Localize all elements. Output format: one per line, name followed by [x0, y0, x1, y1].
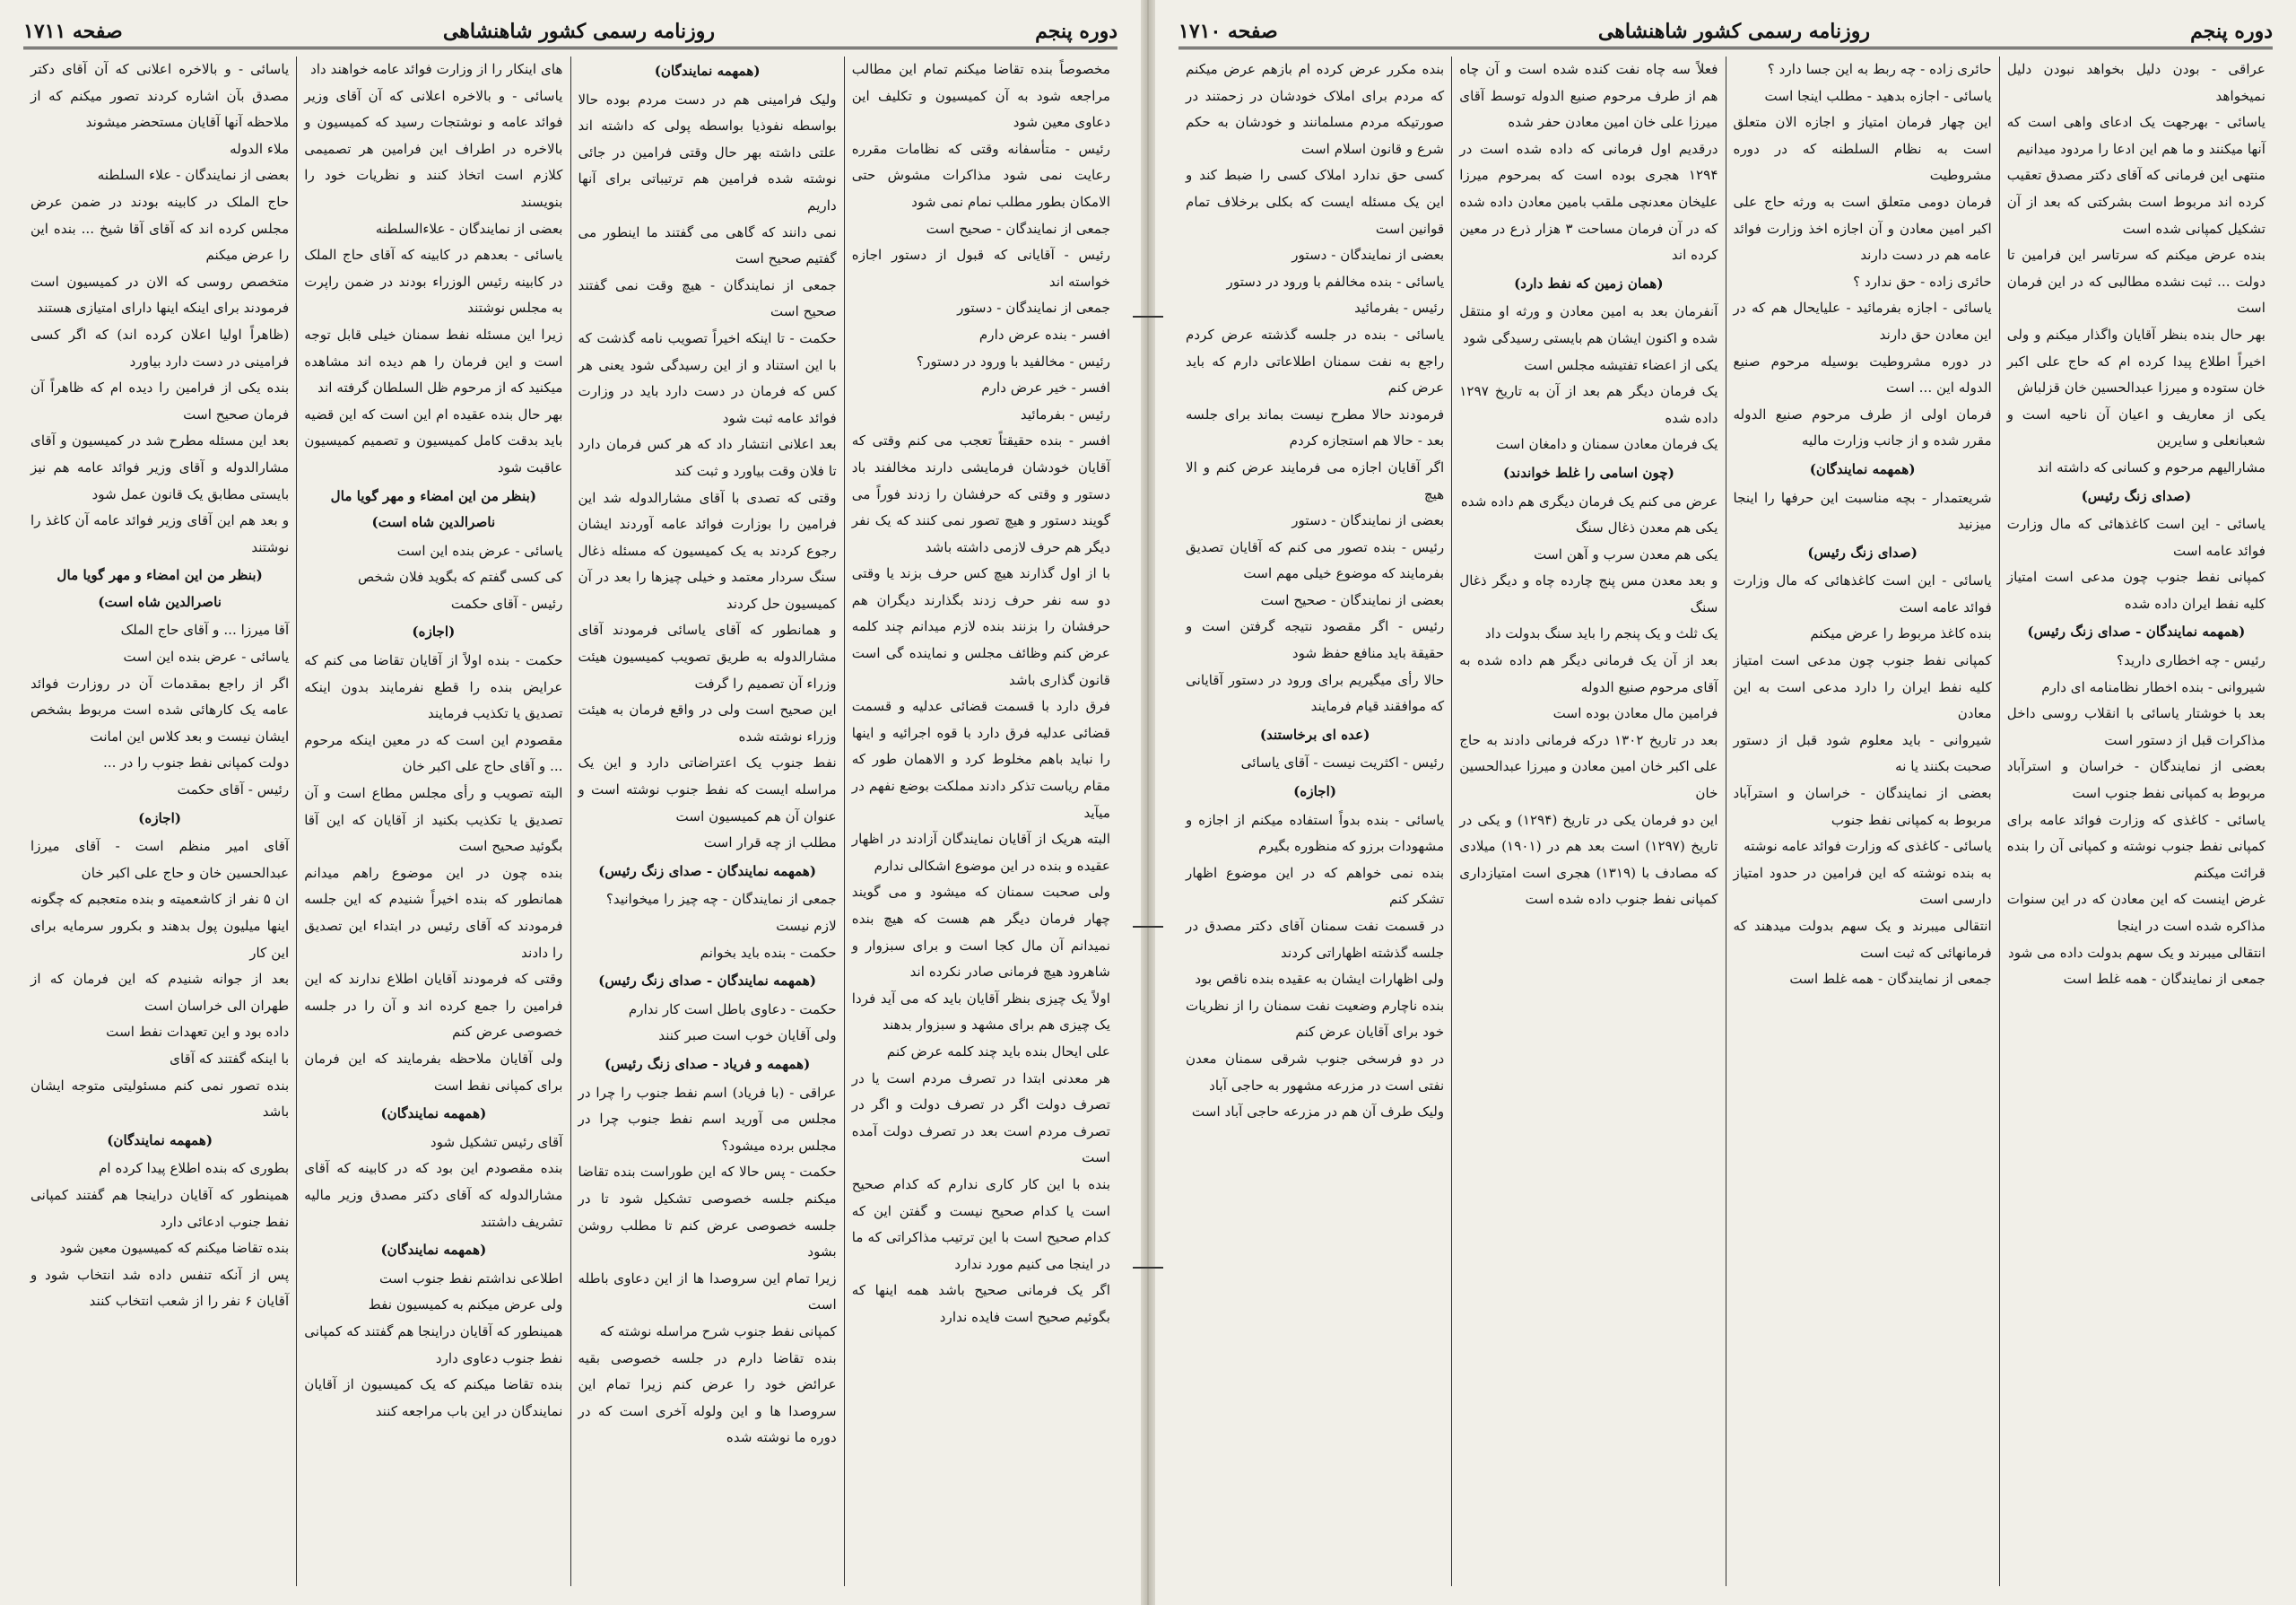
- paragraph: رئیس - بفرمائید: [1020, 406, 1110, 423]
- paragraph: رئیس - آقای حکمت: [450, 595, 563, 612]
- paragraph: جمعی از نمایندگان - هیچ وقت نمی گفتند صحیح است: [578, 276, 837, 320]
- paragraph: (صدای زنگ رئیس): [2081, 487, 2192, 504]
- left-page-header: [23, 16, 1118, 49]
- paragraph: اولاً یک چیزی بنظر آقایان باید که می آید فردا یک چیزی هم برای مشهد و سبزوار بدهند: [851, 990, 1110, 1034]
- paragraph: کی کسی گفتم که بگوید فلان شخص: [357, 569, 563, 586]
- paragraph: بعضی از نمایندگان - خراسان و استرآباد مربوط به کمپانی نفط جنوب: [1733, 785, 1992, 828]
- paragraph: ان ۵ نفر از کاشعمیته و بنده متعجبم که چگونه اینها میلیون پول بدهند و بکرور سرمایه برای این کار: [30, 891, 290, 961]
- paragraph: علی ایحال بنده باید چند کلمه عرض کنم: [886, 1042, 1110, 1060]
- paragraph: بنده ناچارم وضعیت نفت سمنان را از نظریات خود برای آقایان عرض کنم: [1186, 997, 1445, 1041]
- paragraph: بنده مقصودم این بود که در کابینه که آقای مشارالدوله که آقای دکتر مصدق وزیر مالیه تشریف داشتند: [304, 1160, 563, 1230]
- paragraph: حکمت - بنده باید بخوانم: [700, 944, 837, 961]
- paragraph: یاسائی - بنده در جلسه گذشته عرض کردم راجع به نفت سمنان اطلاعاتی دارم که باید عرض کنم: [1186, 326, 1445, 397]
- right-page-columns: [1178, 57, 2273, 1586]
- fold-mark: [1133, 316, 1163, 327]
- paragraph: بنده تصور نمی کنم مسئولیتی متوجه ایشان باشد: [30, 1077, 290, 1121]
- paragraph: اطلاعی نداشتم نفط جنوب است: [378, 1269, 563, 1287]
- paragraph: و همانطور که آقای یاسائی فرمودند آقای مشارالدوله به طریق تصویب کمیسیون هیئت وزراء آن تصمیم را گرفت: [578, 622, 837, 692]
- paragraph: البته هریک از آقایان نمایندگان آزادند در اظهار عقیده و بنده در این موضوع اشکالی ندارم: [851, 831, 1110, 874]
- paragraph: افسر - بنده حقیقتاً تعجب می کنم وقتی که آقایان خودشان فرمایشی دارند مخالفند باد دستور و وقتی که حرفشان را زدند فوراً می گویند دستور و هیچ تصور نمی کنند که یک نفر دیگر هم حرف لازمی داشته باشد: [851, 432, 1110, 555]
- paragraph: آقای رئیس تشکیل شود: [430, 1133, 563, 1150]
- paragraph: نفط جنوب یک اعتراضاتی دارد و این یک مراسله ایست که نفط جنوب نوشته است و عنوان آن هم کمیسیون است: [578, 755, 837, 824]
- paragraph: (ظاهراً اولیا اعلان کرده اند) که اگر کسی فرامینی در دست دارد بیاورد: [30, 326, 290, 370]
- paragraph: ملاء الدوله: [230, 140, 290, 157]
- paragraph: یاسائی - اجازه بفرمائید - علیایحال هم که در این معادن حق دارند: [1733, 300, 1992, 343]
- paragraph: ولیک طرف آن هم در مزرعه حاجی آباد است: [1191, 1103, 1445, 1121]
- paragraph: یکی از اعضاء تفتیشه مجلس است: [1524, 356, 1718, 373]
- paragraph: حکمت - پس حالا که این طوراست بنده تقاضا میکنم جلسه خصوصی تشکیل شود تا در جلسه خصوصی عرض کنم تا مطلب روشن بشود: [578, 1164, 837, 1260]
- right-column-4: [1178, 57, 1452, 1586]
- paragraph: (همهمه نمایندگان): [107, 1131, 213, 1148]
- paragraph: انتقالی میبرند و یک سهم بدولت داده می شود: [2007, 944, 2266, 961]
- paragraph: جمعی از نمایندگان - همه غلط است: [2063, 971, 2266, 988]
- paragraph: رئیس - بنده تصور می کنم که آقایان تصدیق بفرمایند که موضوع خیلی مهم است: [1186, 538, 1445, 582]
- paragraph: در قسمت نفت سمنان آقای دکتر مصدق در جلسه گذشته اظهاراتی کردند: [1186, 918, 1445, 961]
- paragraph: شیروانی - بنده اخطار نظامنامه ای دارم: [2041, 678, 2266, 695]
- paragraph: بعضی از نمایندگان - دستور: [1292, 512, 1445, 529]
- paragraph: یکی هم معدن سرب و آهن است: [1534, 545, 1718, 563]
- left-column-3: [297, 57, 570, 1586]
- paragraph: داده بود و این تعهدات نفط است: [106, 1024, 290, 1041]
- paragraph: یاسائی - کاغذی که وزارت فوائد عامه نوشته: [1744, 838, 1992, 855]
- paragraph: عراقی - بودن دلیل بخواهد نبودن دلیل نمیخواهد: [2006, 61, 2266, 104]
- paragraph: (همهمه نمایندگان - صدای زنگ رئیس): [598, 973, 817, 990]
- paragraph: (عده ای برخاستند): [1259, 726, 1370, 743]
- paragraph: بنده نمی خواهم که در این موضوع اظهار تشکر کنم: [1186, 864, 1445, 908]
- paragraph: بعد از جوانه شنیدم که این فرمان که از طهران الی خراسان است: [30, 971, 290, 1014]
- paragraph: (همهمه نمایندگان): [380, 1242, 487, 1259]
- paragraph: حکمت - بنده اولاً از آقایان تقاضا می کنم که عرایض بنده را قطع نفرمایند بدون اینکه تصدیق یا تکذیب فرمایند: [304, 652, 563, 722]
- paragraph: فرمان دومی متعلق است به ورثه حاج علی اکبر امین معادن و آن اجازه اخذ وزارت فوائد عامه هم در دست دارند: [1733, 193, 1992, 264]
- paragraph: فرمان اولی از طرف مرحوم صنیع الدوله مقرر شده و از جانب وزارت مالیه: [1733, 406, 1992, 449]
- paragraph: بعضی از نمایندگان - علاءالسلطنه: [375, 220, 563, 237]
- paragraph: انتقالی میبرند و یک سهم بدولت میدهند که فرمانهائی که ثبت است: [1733, 918, 1992, 961]
- paragraph: رئیس - چه اخطاری دارید؟: [2117, 652, 2266, 669]
- paragraph: عراقی - (با فریاد) اسم نفط جنوب را چرا در مجلس می آورید اسم نفط جنوب چرا در مجلس برده میشود؟: [578, 1084, 837, 1154]
- paragraph: بطوری که بنده اطلاع پیدا کرده ام: [99, 1160, 290, 1177]
- paragraph: شیروانی - باید معلوم شود قبل از دستور صحبت بکنند یا نه: [1733, 731, 1992, 775]
- paragraph: اگر از راجع بمقدمات آن در روزارت فوائد عامه یک کارهائی شده است مربوط بشخص ایشان نیست و بعد کلاس این امانت: [30, 675, 290, 745]
- paragraph: یاسائی - بعدهم در کابینه که آقای حاج الملک در کابینه رئیس الوزراء بودند در ضمن راپرت به مجلس نوشتند: [304, 247, 563, 317]
- paragraph: رئیس - آقایانی که قبول از دستور اجازه خواسته اند: [851, 247, 1110, 290]
- paragraph: حاج الملک در کابینه بودند در ضمن عرض مجلس کرده اند که آقای آقا شیخ ... بنده این را عرض میکنم: [30, 193, 290, 264]
- paragraph: یاسائی - و بالاخره اعلانی که آن آقای دکتر مصدق بآن اشاره کردند تصور میکنم که از ملاحظه آنها آقایان مستحضر میشوند: [30, 61, 290, 131]
- paragraph: بعضی از نمایندگان - صحیح است: [1260, 591, 1445, 608]
- paragraph: بنده تقاضا میکنم که کمیسیون معین شود: [59, 1240, 290, 1257]
- paragraph: بعد با خوشتار یاسائی با انقلاب روسی داخل مذاکرات قبل از دستور است: [2006, 705, 2266, 748]
- paragraph: رئیس - اگر مقصود نتیجه گرفتن است و حقیقة باید منافع حفظ شود: [1186, 618, 1445, 662]
- paragraph: ولی عرض میکنم به کمیسیون نفط: [368, 1296, 563, 1313]
- right-page-number: صفحه ۱۷۱۰: [1178, 20, 1278, 43]
- paragraph: ولی آقایان خوب است صبر کنند: [658, 1027, 837, 1044]
- left-column-1: [845, 57, 1118, 1586]
- paragraph: یاسائی - عرض بنده این است: [123, 649, 290, 666]
- paragraph: رئیس - متأسفانه وقتی که نظامات مقرره رعایت نمی شود مذاکرات مشوش حتی الامکان بطور مطلب نمام نمی شود: [851, 140, 1110, 210]
- paragraph: البته تصویب و رأی مجلس مطاع است و آن تصدیق یا تکذیب بکنید از آقایان که این آقا بگوئید صحیح است: [304, 785, 563, 855]
- paragraph: یکی از معاریف و اعیان آن ناحیه است و شعبانعلی و سایرین: [2006, 406, 2266, 449]
- paragraph: آقا میرزا ... و آقای حاج الملک: [120, 622, 290, 639]
- paragraph: مقصودم این است که در معین اینکه مرحوم ... و آقای حاج علی اکبر خان: [304, 731, 563, 775]
- paragraph: حائری زاده - حق ندارد ؟: [1853, 273, 1992, 290]
- left-session-label: دوره پنجم: [1035, 20, 1118, 43]
- paragraph: غرض اینست که این معادن که در این سنوات مذاکره شده است در اینجا: [2006, 891, 2266, 934]
- paragraph: جمعی از نمایندگان - همه غلط است: [1789, 971, 1992, 988]
- paragraph: بعد از آن یک فرمانی دیگر هم داده شده به آقای مرحوم صنیع الدوله: [1459, 652, 1718, 695]
- paragraph: (صدای زنگ رئیس): [1807, 544, 1918, 561]
- paragraph: وقتی که فرمودند آقایان اطلاع ندارند که این فرامین را جمع کرده اند و آن را در جلسه خصوصی عرض کنم: [304, 971, 563, 1041]
- paragraph: رئیس - اکثریت نیست - آقای یاسائی: [1240, 755, 1445, 772]
- paragraph: (همهمه نمایندگان): [1809, 460, 1916, 477]
- paragraph: بعد اعلانی انتشار داد که هر کس فرمان دارد تا فلان وقت بیاورد و ثبت کند: [578, 436, 837, 479]
- right-page: [1155, 0, 2296, 1605]
- right-newspaper-title: روزنامه رسمی کشور شاهنشاهی: [1597, 20, 1870, 43]
- paragraph: این چهار فرمان امتیاز و اجازه الان متعلق است به نظام السلطنه که در دوره مشروطیت: [1733, 114, 1992, 184]
- paragraph: لازم نیست: [776, 918, 837, 934]
- paragraph: کمپانی نفط جنوب چون مدعی است امتیاز کلیه نفط ایران را دارد مدعی است به این معادن: [1733, 652, 1992, 722]
- paragraph: فرمودند حالا مطرح نیست بماند برای جلسه بعد - حالا هم استجازه کردم: [1186, 406, 1445, 449]
- paragraph: بنده یکی از فرامین را دیده ام که ظاهراً آن فرمان صحیح است: [30, 379, 290, 423]
- paragraph: یاسائی - بهرجهت یک ادعای واهی است که آنها میکنند و ما هم این ادعا را مردود میدانیم: [2006, 114, 2266, 157]
- paragraph: بعضی از نمایندگان - خراسان و استرآباد مربوط به کمپانی نفط جنوب است: [2006, 758, 2266, 802]
- paragraph: بعضی از نمایندگان - دستور: [1292, 247, 1445, 264]
- paragraph: کمپانی نفط جنوب چون مدعی است امتیاز کلیه نفط ایران داده شده: [2006, 569, 2266, 612]
- paragraph: حالا رأی میگیریم برای ورود در دستور آقایانی که موافقند قیام فرمایند: [1186, 671, 1445, 715]
- paragraph: آقای امیر منظم است - آقای میرزا عبدالحسین خان و حاج علی اکبر خان: [30, 838, 290, 881]
- paragraph: حکمت - دعاوی باطل است کار ندارم: [628, 1000, 837, 1017]
- paragraph: زیرا تمام این سروصدا ها از این دعاوی باطله است: [578, 1269, 837, 1313]
- paragraph: ولیک فرامینی هم در دست مردم بوده حالا بواسطه نفوذیا بواسطه پولی که داشته اند علتی داشته بهر حال وقتی فرامین در جائی نوشته شده فرامین هم ترتیباتی برای آنها داریم: [578, 91, 837, 214]
- paragraph: همینطور که آقایان دراینجا هم گفتند کمپانی نفط جنوب ادعائی دارد: [30, 1186, 290, 1230]
- paragraph: بنده عرض میکنم که سرتاسر این فرامین تا دولت ... ثبت نشده مطالبی که در این فرمان است: [2006, 247, 2266, 317]
- paragraph: متخصص روسی که الان در کمیسیون است فرمودند برای اینکه اینها دارای امتیازی هستند: [30, 273, 290, 317]
- paragraph: فعلاً سه چاه نفت کنده شده است و آن چاه هم از طرف مرحوم صنیع الدوله توسط آقای میرزا علی خان امین معادن حفر شده: [1459, 61, 1718, 131]
- paragraph: شریعتمدار - بچه مناسبت این حرفها را اینجا میزنید: [1733, 489, 1992, 533]
- paragraph: و بعد معدن مس پنج چارده چاه و دیگر ذغال سنگ: [1459, 572, 1718, 615]
- paragraph: ولی اظهارات ایشان به عقیده بنده ناقص بود: [1195, 971, 1445, 988]
- right-column-3: [1452, 57, 1726, 1586]
- paragraph: به بنده نوشته که این فرامین در حدود امتیاز دارسی است: [1733, 864, 1992, 908]
- paragraph: و بعد هم این آقای وزیر فوائد عامه آن کاغذ را نوشتند: [30, 512, 290, 555]
- paragraph: وقتی که تصدی با آقای مشارالدوله شد این فرامین را بوزارت فوائد عامه آوردند ایشان رجوع کردند به یک کمیسیون که مسئله ذغال سنگ سردار معتمد و خیلی چیزها را بعد در آن کمیسیون حل کردند: [578, 489, 837, 612]
- paragraph: نمی دانند که گاهی می گفتند ما اینطور می گفتیم صحیح است: [578, 223, 837, 267]
- paragraph: اگر یک فرمانی صحیح باشد همه اینها که بگوئیم صحیح است فایده ندارد: [851, 1282, 1110, 1325]
- paragraph: (همهمه نمایندگان - صدای زنگ رئیس): [598, 862, 817, 879]
- paragraph: (بنظر من این امضاء و مهر گویا مال ناصرالدین شاه است): [57, 567, 263, 610]
- paragraph: در دوره مشروطیت بوسیله مرحوم صنیع الدوله این ... است: [1733, 353, 1992, 397]
- paragraph: حکمت - تا اینکه اخیراً تصویب نامه گذشت که با این استناد و از این رسیدگی شود یعنی هر کس که فرمان در دست دارد باید در وزارت فوائد عامه ثبت شود: [578, 329, 837, 426]
- paragraph: این صحیح است ولی در واقع فرمان به هیئت وزراء نوشته شده: [578, 702, 837, 745]
- right-page-header: [1178, 16, 2273, 49]
- paragraph: اگر آقایان اجازه می فرمایند عرض کنم و الا هیچ: [1186, 458, 1445, 502]
- left-newspaper-title: روزنامه رسمی کشور شاهنشاهی: [442, 20, 715, 43]
- paragraph: یاسائی - اجازه بدهید - مطلب اینجا است: [1764, 87, 1992, 104]
- paragraph: کسی حق ندارد املاک کسی را ضبط کند و این یک مسئله ایست که بکلی برخلاف تمام قوانین است: [1186, 167, 1445, 237]
- paragraph: زیرا این مسئله نفط سمنان خیلی قابل توجه است و این فرمان را هم دیده اند مشاهده میکنید که از مرحوم ظل السلطان گرفته اند: [304, 326, 563, 397]
- paragraph: در دو فرسخی جنوب شرقی سمنان معدن نفتی است در مزرعه مشهور به حاجی آباد: [1186, 1050, 1445, 1094]
- paragraph: فرامین مال معادن بوده است: [1552, 705, 1718, 722]
- fold-mark: [1133, 926, 1163, 937]
- paragraph: این دو فرمان یکی در تاریخ (۱۲۹۴) و یکی در تاریخ (۱۲۹۷) است بعد هم در (۱۹۰۱) میلادی که مصادف با (۱۳۱۹) هجری است امتیازداری کمپانی نفط جنوب داده شده است: [1459, 811, 1718, 908]
- paragraph: جمعی از نمایندگان - دستور: [957, 300, 1110, 317]
- right-column-1: [2000, 57, 2273, 1586]
- paragraph: افسر - بنده عرض دارم: [978, 326, 1110, 343]
- left-column-4: [23, 57, 297, 1586]
- paragraph: کمپانی نفط جنوب شرح مراسله نوشته که: [599, 1322, 837, 1339]
- paragraph: ولی صحبت سمنان که میشود و می گویند چهار فرمان دیگر هم هست که هیچ بنده نمیدانم آن مال کجا است و برای سبزوار و شاهرود هیچ فرمانی صادر نکرده اند: [851, 884, 1110, 981]
- paragraph: (همهمه نمایندگان): [654, 63, 761, 79]
- paragraph: یاسائی - بنده بدواً استفاده میکنم از اجازه و مشهودات برزو که منظوره بگیرم: [1186, 811, 1445, 855]
- paragraph: افسر - خیر عرض دارم: [981, 379, 1110, 397]
- left-page-number: صفحه ۱۷۱۱: [23, 20, 123, 43]
- right-session-label: دوره پنجم: [2190, 20, 2273, 43]
- paragraph: رئیس - بفرمائید: [1354, 300, 1445, 317]
- paragraph: مطلب از چه قرار است: [703, 834, 837, 851]
- paragraph: های اینکار را از وزارت فوائد عامه خواهند داد: [310, 61, 563, 77]
- paragraph: یاسائی - کاغذی که وزارت فوائد عامه برای کمپانی نفط جنوب نوشته و کمپانی آن را بنده قرائت میکنم: [2006, 811, 2266, 881]
- paragraph: (همان زمین که نفط دارد): [1514, 275, 1664, 292]
- paragraph: حائری زاده - چه ربط به این جسا دارد ؟: [1767, 61, 1992, 77]
- paragraph: ولی آقایان ملاحظه بفرمایند که این فرمان برای کمپانی نفط است: [304, 1050, 563, 1094]
- paragraph: (اجازه): [412, 624, 456, 641]
- right-column-2: [1726, 57, 2000, 1586]
- paragraph: یاسائی - این است کاغذهائی که مال وزارت فوائد عامه است: [1733, 572, 1992, 615]
- paragraph: بنده تقاضا میکنم که یک کمیسیون از آقایان نمایندگان در این باب مراجعه کنند: [304, 1376, 563, 1419]
- paragraph: رئیس - مخالفید با ورود در دستور؟: [916, 353, 1110, 370]
- center-fold: [1141, 0, 1155, 1605]
- paragraph: جمعی از نمایندگان - صحیح است: [926, 220, 1110, 237]
- paragraph: منتهی این فرمانی که آقای دکتر مصدق تعقیب کرده اند مربوط است بشرکتی که بعد از آن تشکیل کمپانی شده است: [2006, 167, 2266, 237]
- paragraph: یاسائی - این است کاغذهائی که مال وزارت فوائد عامه است: [2006, 516, 2266, 559]
- paragraph: (همهمه نمایندگان - صدای زنگ رئیس): [2027, 624, 2246, 641]
- paragraph: بعضی از نمایندگان - علاء السلطنه: [97, 167, 290, 184]
- paragraph: یک ثلث و یک پنجم را باید سنگ بدولت داد: [1484, 625, 1718, 642]
- paragraph: بنده مکرر عرض کرده ام بازهم عرض میکنم که مردم برای املاک خودشان در زحمتند در صورتیکه مردم مسلمانند و خودشان به حکم شرع و قانون اسلام است: [1186, 61, 1445, 157]
- paragraph: پس از آنکه تنفس داده شد انتخاب شود و آقایان ۶ نفر را از شعب انتخاب کنند: [30, 1266, 290, 1310]
- paragraph: بهر حال بنده عقیده ام این است که این قضیه باید بدقت کامل کمیسیون و تصمیم کمیسیون عاقبت شود: [304, 406, 563, 475]
- paragraph: یک فرمان معادن سمنان و دامغان است: [1495, 436, 1718, 453]
- paragraph: بنده کاغذ مربوط را عرض میکنم: [1810, 625, 1992, 642]
- paragraph: با اینکه گفتند که آقای: [170, 1050, 290, 1067]
- paragraph: (اجازه): [1293, 783, 1337, 800]
- paragraph: عرض می کنم یک فرمان دیگری هم داده شده: [1460, 493, 1718, 510]
- paragraph: رئیس - آقای حکمت: [177, 781, 290, 798]
- fold-mark: [1133, 1267, 1163, 1278]
- paragraph: یاسائی - و بالاخره اعلانی که آن آقای وزیر فوائد عامه و نوشتجات رسید که کمیسیون و بالاخره در اطراف این فرامین هر تصمیمی کلازم است اتخاذ کنند و نظریات خود را بنویسند: [304, 87, 563, 210]
- paragraph: دولت کمپانی نفط جنوب را در ...: [102, 755, 290, 772]
- paragraph: یاسائی - بنده مخالفم با ورود در دستور: [1226, 273, 1445, 290]
- paragraph: (همهمه نمایندگان): [380, 1105, 487, 1122]
- left-page-columns: [23, 57, 1118, 1586]
- paragraph: بنده با این کار کاری ندارم که کدام صحیح است یا کدام صحیح نیست و گفتن این که کدام صحیح است با این ترتیب مذاکراتی که ما در اینجا می کنیم مورد ندارد: [851, 1175, 1110, 1272]
- paragraph: یکی هم معدن ذغال سنگ: [1575, 519, 1718, 536]
- paragraph: جمعی از نمایندگان - چه چیز را میخوانید؟: [605, 891, 837, 908]
- paragraph: یاسائی - عرض بنده این است: [396, 542, 563, 559]
- paragraph: مشارالیهم مرحوم و کسانی که داشته اند: [2037, 458, 2266, 475]
- paragraph: (چون اسامی را غلط خواندند): [1502, 464, 1674, 481]
- paragraph: بنده تقاضا دارم در جلسه خصوصی بقیه عرائض خود را عرض کنم زیرا تمام این سروصدا ها و این ولوله آخری است که در دوره ما نوشته شده: [578, 1349, 837, 1446]
- paragraph: بعد در تاریخ ۱۳۰۲ درکه فرمانی دادند به حاج علی اکبر خان امین معادن و میرزا عبدالحسین خان: [1459, 731, 1718, 802]
- left-column-2: [571, 57, 845, 1586]
- paragraph: بهر حال بنده بنظر آقایان واگذار میکنم و ولی اخیراً اطلاع پیدا کرده ام که حاج علی اکبر خان ستوده و میرزا عبدالحسین خان قزلباش: [2006, 326, 2266, 397]
- paragraph: هر معدنی ابتدا در تصرف مردم است یا در تصرف دولت اگر در تصرف دولت و اگر در تصرف مردم است بعد در تصرف دولت آمده است: [851, 1069, 1110, 1166]
- paragraph: بعد این مسئله مطرح شد در کمیسیون و آقای مشارالدوله و آقای وزیر فوائد عامه هم نیز بایستی مطابق یک قانون عمل شود: [30, 432, 290, 502]
- paragraph: (اجازه): [138, 809, 182, 826]
- paragraph: همینطور که آقایان دراینجا هم گفتند که کمپانی نفط جنوب دعاوی دارد: [304, 1322, 563, 1366]
- paragraph: با از اول گذارند هیچ کس حرف بزند یا وقتی دو سه نفر حرف زدند بگذارند دیگران هم حرفشان را بزنند بنده لازم میدانم چند کلمه عرض کنم وظائف مجلس و نماینده گی است قانون گذاری باشد: [851, 565, 1110, 688]
- paragraph: (همهمه و فریاد - صدای زنگ رئیس): [604, 1055, 811, 1072]
- paragraph: درقدیم اول فرمانی که داده شده است در ۱۲۹۴ هجری بوده است که بمرحوم میرزا علیخان معدنچی ملقب بامین معادن داده شده که در آن فرمان مساحت ۳ هزار ذرع در معین کرده اند: [1459, 140, 1718, 264]
- paragraph: آنفرمان بعد به امین معادن و ورثه او منتقل شده و اکنون ایشان هم بایستی رسیدگی شود: [1459, 303, 1718, 346]
- paragraph: یک فرمان دیگر هم بعد از آن به تاریخ ۱۲۹۷ داده شده: [1459, 383, 1718, 426]
- paragraph: فرق دارد با قسمت قضائی عدلیه و قسمت قضائی عدلیه فرق دارد با قوه اجرائیه و اینها را نباید باهم مخلوط کرد و الاهمان طور که مقام ریاست تذکر دادند مملکت بوضع نفهم در میآید: [851, 698, 1110, 821]
- paragraph: بنده چون در این موضوع راهم میدانم همانطور که بنده اخیراً شنیدم که این جلسه فرمودند که آقای رئیس در ابتداء این تصدیق را دادند: [304, 864, 563, 961]
- left-page: [0, 0, 1141, 1605]
- paragraph: مخصوصاً بنده تقاضا میکنم تمام این مطالب مراجعه شود به آن کمیسیون و تکلیف این دعاوی معین شود: [851, 61, 1110, 131]
- paragraph: (بنظر من این امضاء و مهر گویا مال ناصرالدین شاه است): [330, 487, 537, 531]
